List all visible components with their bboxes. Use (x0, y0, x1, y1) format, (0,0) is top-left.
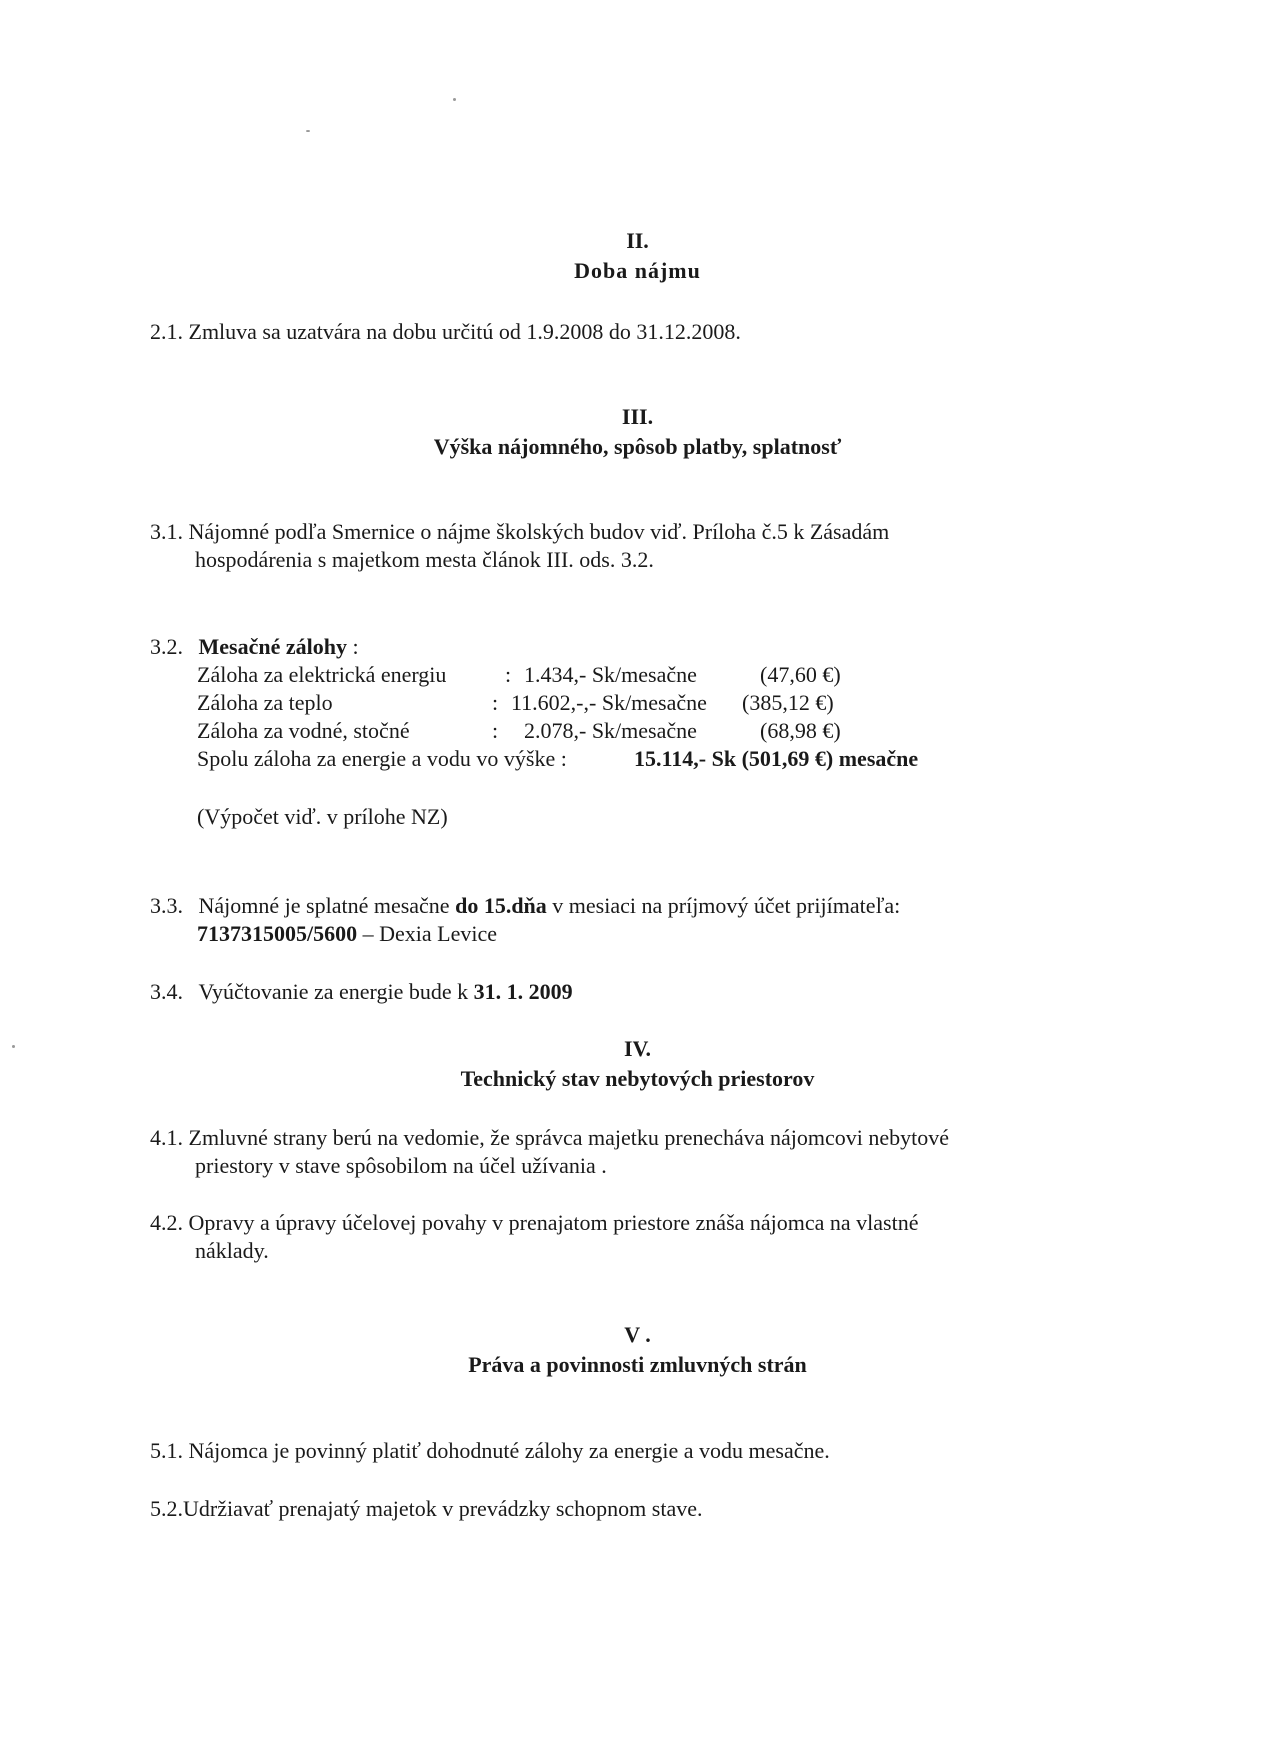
advance-separator: : (505, 662, 512, 687)
clause-3-1-line2: hospodárenia s majetkom mesta článok III. ods. 3.2. (195, 547, 654, 572)
section-5-number: V . (624, 1322, 651, 1347)
bank-name: – Dexia Levice (357, 921, 497, 946)
advance-eur: (47,60 €) (760, 662, 841, 687)
scan-speck (306, 130, 310, 132)
clause-3-1-line1: 3.1. Nájomné podľa Smernice o nájme školských budov viď. Príloha č.5 k Zásadám (150, 519, 890, 544)
scan-speck (453, 98, 456, 101)
clause-3-3-line1 (150, 893, 900, 919)
monthly-advances-heading: Mesačné zálohy (198, 634, 347, 659)
calculation-note: (Výpočet viď. v prílohe NZ) (197, 804, 448, 829)
clause-2-1: 2.1. Zmluva sa uzatvára na dobu určitú od 1.9.2008 do 31.12.2008. (150, 319, 741, 344)
settlement-date: 31. 1. 2009 (473, 979, 573, 1004)
advance-separator: : (492, 718, 499, 743)
advance-label: Záloha za vodné, stočné (197, 718, 410, 743)
clause-3-4-text (199, 979, 573, 1004)
due-day: do 15.dňa (455, 893, 547, 918)
clause-5-1: 5.1. Nájomca je povinný platiť dohodnuté zálohy za energie a vodu mesačne. (150, 1438, 830, 1463)
section-3-number: III. (621, 404, 654, 429)
clause-4-2-line2: náklady. (195, 1238, 269, 1263)
advance-separator: : (492, 690, 499, 715)
due-text: Nájomné je splatné mesačne (198, 893, 456, 918)
advance-label: Záloha za teplo (197, 690, 333, 715)
settlement-text: Vyúčtovanie za energie bude k (198, 979, 474, 1004)
clause-3-2-number: 3.2. (150, 634, 183, 659)
clause-3-3-line2 (197, 921, 497, 947)
section-2-title: Doba nájmu (574, 258, 701, 283)
clause-3-3-text (199, 893, 901, 918)
clause-3-3-number: 3.3. (150, 893, 183, 918)
advance-value: 1.434,- Sk/mesačne (524, 662, 697, 687)
section-3-title: Výška nájomného, spôsob platby, splatnosť (433, 434, 842, 459)
advance-eur: (385,12 €) (742, 690, 834, 715)
clause-4-1-line1: 4.1. Zmluvné strany berú na vedomie, že správca majetku prenecháva nájomcovi nebytové (150, 1125, 950, 1150)
section-2-number: II. (626, 228, 649, 253)
clause-4-1-line2: priestory v stave spôsobilom na účel užívania . (195, 1153, 607, 1178)
clause-3-4-number: 3.4. (150, 979, 183, 1004)
section-4-number: IV. (623, 1036, 652, 1061)
section-5-title: Práva a povinnosti zmluvných strán (468, 1352, 807, 1377)
account-text: v mesiaci na príjmový účet prijímateľa: (546, 893, 901, 918)
total-label: Spolu záloha za energie a vodu vo výške : (197, 746, 567, 771)
clause-5-2: 5.2.Udržiavať prenajatý majetok v prevádzky schopnom stave. (150, 1496, 703, 1521)
section-4-title: Technický stav nebytových priestorov (460, 1066, 815, 1091)
advance-label: Záloha za elektrická energiu (197, 662, 447, 687)
advance-eur: (68,98 €) (760, 718, 841, 743)
clause-3-4 (150, 979, 573, 1005)
clause-3-2-heading (150, 634, 359, 660)
total-value: 15.114,- Sk (501,69 €) mesačne (634, 746, 919, 771)
clause-4-2-line1: 4.2. Opravy a úpravy účelovej povahy v prenajatom priestore znáša nájomca na vlastné (150, 1210, 919, 1235)
bank-account-number: 7137315005/5600 (197, 921, 358, 946)
advance-value: 2.078,- Sk/mesačne (524, 718, 697, 743)
heading-colon: : (346, 634, 359, 659)
advance-value: 11.602,-,- Sk/mesačne (511, 690, 707, 715)
